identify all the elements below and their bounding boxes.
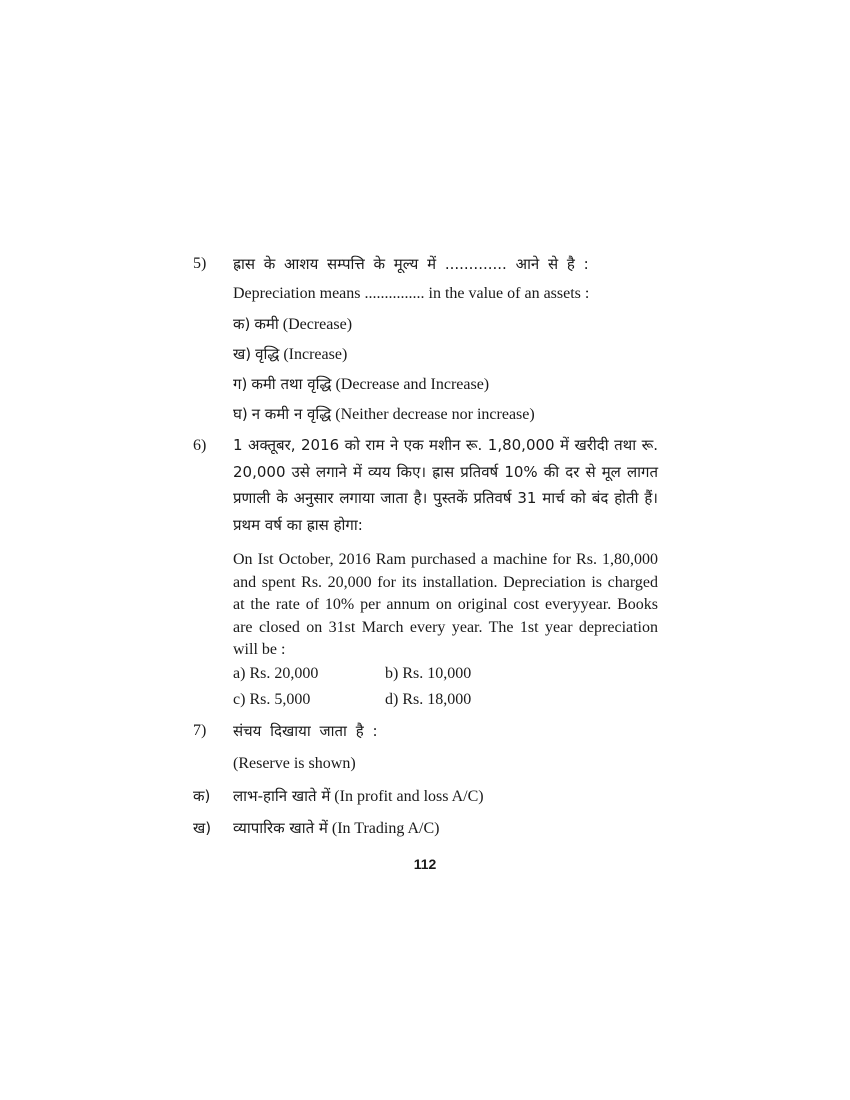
option-label: ख) [193,819,212,837]
question-text-hindi: ह्रास के आशय सम्पत्ति के मूल्य में ............. आने से है : [233,255,589,273]
option-english: (In Trading A/C) [331,820,440,837]
option-english: (Decrease and Increase) [335,376,490,393]
option-hindi: लाभ-हानि खाते में [233,787,331,805]
option-b [385,664,471,684]
option-label: घ) [233,405,248,423]
option-label: क) [193,787,211,805]
option-label: क) [233,315,251,333]
option-kha [233,344,347,365]
question-number: 5) [193,255,207,272]
option-hindi: न कमी न वृद्धि [251,405,332,423]
option-english: (Neither decrease nor increase) [335,406,535,423]
option-ga [233,374,489,395]
option-text: Rs. 10,000 [402,665,472,682]
option-label: b) [385,665,399,682]
option-hindi: कमी तथा वृद्धि [251,375,332,393]
option-kha [233,818,439,839]
option-label: c) [233,691,246,708]
option-text: Rs. 20,000 [249,665,319,682]
question-text-hindi: संचय दिखाया जाता है : [233,722,378,740]
option-hindi: कमी [254,315,279,333]
option-ka [233,786,484,807]
option-c [233,690,310,710]
option-label: d) [385,691,399,708]
option-text: Rs. 18,000 [402,691,472,708]
option-english: (Decrease) [282,316,353,333]
question-text-english: Depreciation means ............... in the value of an assets : [233,285,590,302]
question-text-english: On Ist October, 2016 Ram purchased a machine for Rs. 1,80,000 and spent Rs. 20,000 for its installation. Depreciation is charged at the rate of 10% per annum on original cost everyyear. Books are closed on 31st March every year. The 1st year depreciation will be : [233,551,658,658]
question-number: 6) [193,437,207,454]
option-english: (In profit and loss A/C) [334,788,484,805]
question-text-english: (Reserve is shown) [233,755,356,772]
option-label: ग) [233,375,248,393]
page-number: 112 [413,856,437,872]
option-text: Rs. 5,000 [249,691,311,708]
option-hindi: व्यापारिक खाते में [233,819,328,837]
question-number: 7) [193,722,207,739]
option-english: (Increase) [283,346,348,363]
option-d [385,690,471,710]
question-text-hindi: 1 अक्तूबर, 2016 को राम ने एक मशीन रू. 1,80,000 में खरीदी तथा रू. 20,000 उसे लगाने में व्यय किए। ह्रास प्रतिवर्ष 10% की दर से मूल लागत प्रणाली के अनुसार लगाया जाता है। पुस्तकें प्रतिवर्ष 31 मार्च को बंद होती हैं। प्रथम वर्ष का ह्रास होगा: [233,436,658,534]
option-a [233,664,318,684]
option-hindi: वृद्धि [255,345,280,363]
option-gha [233,404,535,425]
option-label: a) [233,665,246,682]
option-ka [233,314,352,335]
option-label: ख) [233,345,252,363]
